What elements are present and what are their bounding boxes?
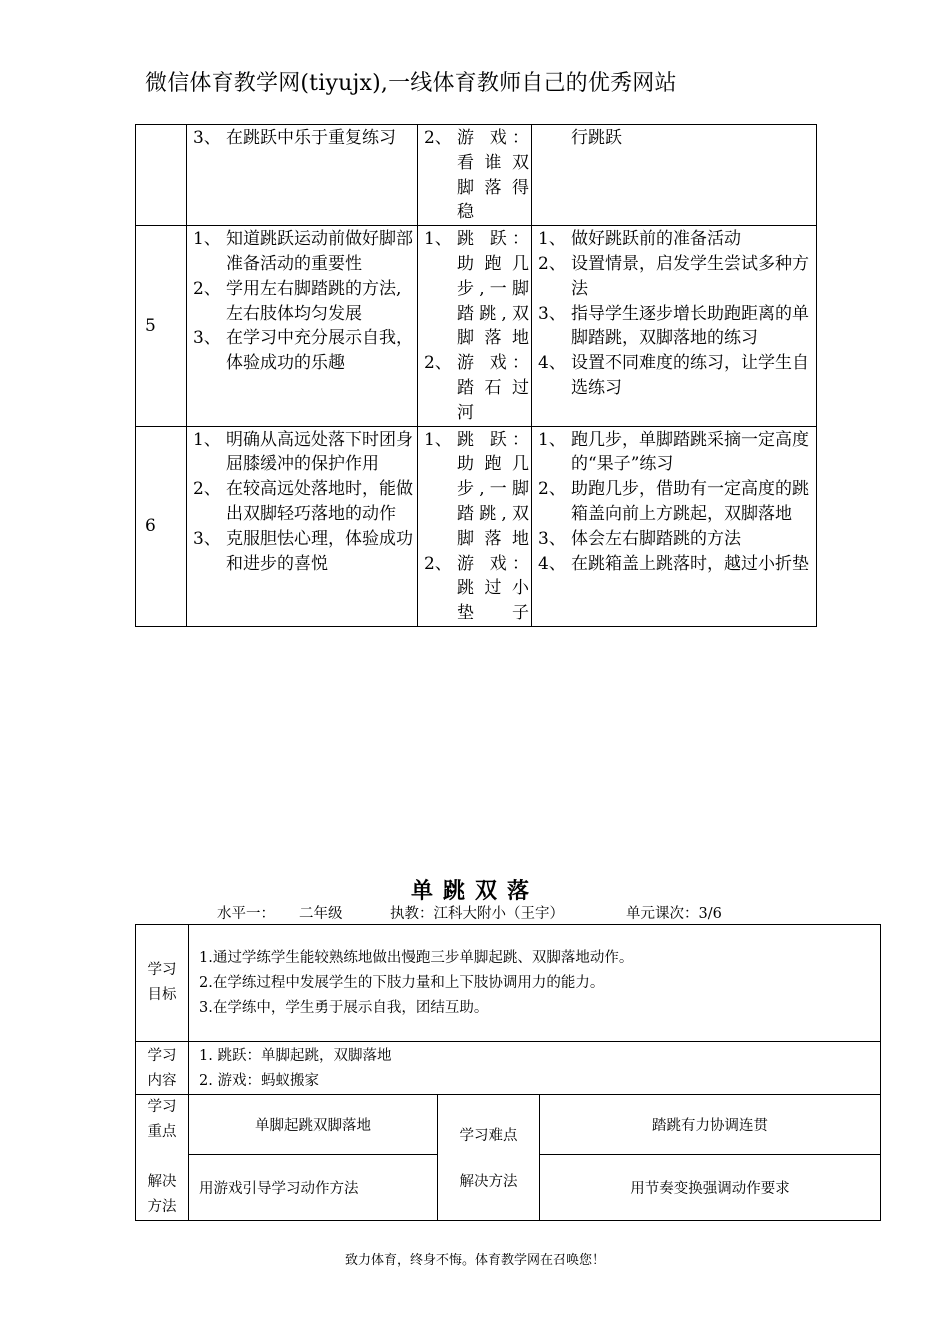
item-number: 2、 [424,353,452,374]
learning-goals [189,925,881,1042]
item-text-line: 脚落地 [457,328,529,349]
list-item [538,527,814,552]
item-text-line: 踏 石 过 [457,377,529,398]
item-text-line: 助 跑 几 [457,253,529,274]
page-header: 微信体育教学网(tiyujx),一线体育教师自己的优秀网站 [145,71,677,96]
list-item [538,477,814,527]
list-item [193,326,415,376]
item-text: 设置情景，启发学生尝试多种方法 [571,253,809,299]
list-item [193,277,415,327]
item-text: 明确从高远处落下时团身屈膝缓冲的保护作用 [226,429,413,475]
item-text: 跑几步，单脚踏跳采摘一定高度的“果子”练习 [571,429,809,475]
item-number: 3、 [538,528,566,549]
list-item [538,351,814,401]
item-number [538,126,571,151]
list-item [193,527,415,577]
content-label: 学习 内容 [136,1042,189,1095]
item-text: 在较高远处落地时，能做出双脚轻巧落地的动作 [226,479,413,524]
list-item [424,351,529,425]
key-label: 学习 重点 [136,1095,189,1155]
item-number: 2、 [193,278,221,299]
list-item [538,552,814,577]
item-number: 1、 [538,229,566,250]
item-number: 2、 [424,553,452,574]
item-number: 2、 [193,479,221,500]
key-point: 单脚起跳双脚落地 [189,1095,438,1155]
item-text: 在跳跃中乐于重复练习 [226,128,396,148]
item-text-line: 跳 跃： [457,429,529,450]
item-text-line: 脚 落 得 [457,177,529,198]
item-number: 1、 [424,229,452,250]
unit-lesson: 单元课次：3/6 [626,906,722,922]
goals-label: 学习 目标 [136,925,189,1042]
item-text-line: 游 戏： [457,353,529,374]
item-number: 4、 [538,353,566,374]
lesson-number: 5 [136,226,187,426]
lesson-info-table [135,924,881,1221]
item-number: 1、 [193,229,221,250]
item-number: 3、 [538,303,566,324]
item-number: 2、 [538,253,566,274]
learning-content [189,1042,881,1095]
goal-item: 3.在学练中，学生勇于展示自我，团结互助。 [199,1000,489,1016]
page-footer: 致力体育，终身不悔。体育教学网在召唤您！ [344,1253,605,1268]
goals-cell [187,426,418,626]
level-label: 水平一： [217,906,275,922]
content-cell [418,226,532,426]
item-text-line: 看 谁 双 [457,152,529,173]
item-text-line: 跳 过 小 [457,578,529,599]
item-text: 知道跳跃运动前做好脚部准备活动的重要性 [226,229,413,274]
item-text: 做好跳跃前的准备活动 [571,229,741,250]
item-text-line: 步,一脚 [457,278,529,299]
solution2-label: 解决方法 [459,1174,518,1190]
methods-cell [532,125,817,226]
goal-item: 1.通过学练学生能较熟练地做出慢跑三步单脚起跳、双脚落地动作。 [199,950,634,966]
list-item [193,428,415,478]
item-number: 3、 [193,128,221,148]
content-cell [418,426,532,626]
item-text-line: 河 [457,402,474,423]
item-text: 行跳跃 [571,128,622,148]
item-text-line: 踏跳,双 [457,503,529,524]
goal-item: 2.在学练过程中发展学生的下肢力量和上下肢协调用力的能力。 [199,975,605,991]
goals-cell [187,226,418,426]
list-item [424,552,529,626]
item-text-line: 脚落地 [457,528,529,549]
item-text: 学用左右脚踏跳的方法,左右肢体均匀发展 [226,278,402,324]
item-text-line: 垫子 [457,603,529,624]
table-row [136,125,817,226]
item-number: 2、 [538,479,566,500]
lesson-plan-table [135,124,817,627]
lesson-number: 6 [136,426,187,626]
list-item [538,126,814,151]
item-text: 指导学生逐步增长助跑距离的单脚踏跳，双脚落地的练习 [571,303,809,349]
list-item [193,477,415,527]
item-text-line: 步,一脚 [457,479,529,500]
list-item [193,227,415,277]
solution: 用游戏引导学习动作方法 [189,1155,438,1221]
item-number: 1、 [424,429,452,450]
item-text-line: 稳 [457,202,474,223]
grade: 二年级 [299,906,343,922]
item-number: 3、 [193,528,221,549]
methods-cell [532,426,817,626]
goals-cell [187,125,418,226]
item-text-line: 助 跑 几 [457,454,529,475]
item-text: 克服胆怯心理，体验成功和进步的喜悦 [226,528,413,574]
item-text-line: 跳 跃： [457,229,529,250]
item-text-line: 游 戏： [457,553,529,574]
table-row [136,226,817,426]
list-item [424,428,529,552]
item-text-line: 踏跳,双 [457,303,529,324]
list-item [424,126,529,225]
item-text: 助跑几步，借助有一定高度的跳箱盖向前上方跳起，双脚落地 [571,479,809,524]
list-item [424,227,529,351]
item-number: 2、 [424,128,452,148]
item-number: 1、 [193,429,221,450]
item-text: 在学习中充分展示自我，体验成功的乐趣 [226,328,413,374]
solution2: 用节奏变换强调动作要求 [540,1155,881,1221]
difficulty: 踏跳有力协调连贯 [540,1095,881,1155]
list-item [538,227,814,252]
lesson-title: 单跳双落 [410,879,539,904]
item-number: 1、 [538,429,566,450]
content-cell [418,125,532,226]
methods-cell [532,226,817,426]
list-item [538,302,814,352]
item-text: 体会左右脚踏跳的方法 [571,528,741,549]
content-item: 2. 游戏：蚂蚁搬家 [199,1073,319,1089]
teacher: 执教：江科大附小（王宇） [390,906,564,922]
item-text: 在跳箱盖上跳落时，越过小折垫 [571,553,809,574]
item-number: 4、 [538,553,566,574]
difficulty-label: 学习难点 [459,1128,518,1144]
list-item [193,126,415,151]
table-row [136,426,817,626]
solution-label: 解决 方法 [136,1155,189,1221]
item-number: 3、 [193,328,221,349]
item-text-line: 游 戏： [457,128,529,148]
item-text: 设置不同难度的练习，让学生自选练习 [571,353,809,398]
difficulty-block [438,1095,540,1221]
list-item [538,252,814,302]
content-item: 1. 跳跃：单脚起跳，双脚落地 [199,1048,392,1064]
list-item [538,428,814,478]
lesson-number [136,125,187,226]
